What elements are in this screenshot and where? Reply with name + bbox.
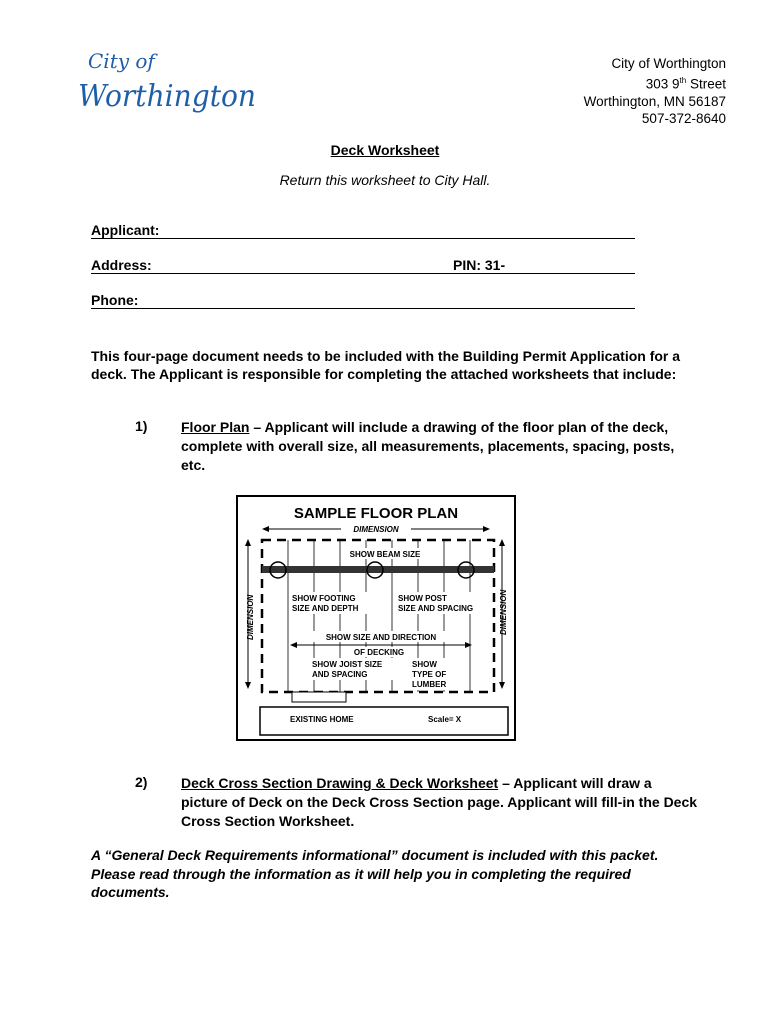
address-phone: 507-372-8640	[641, 110, 726, 126]
address-line[interactable]	[91, 273, 635, 274]
logo-city-of: City of	[88, 49, 155, 73]
plan-footing-label-1: SHOW FOOTING	[292, 594, 356, 603]
plan-dimension-top: DIMENSION	[353, 525, 399, 534]
applicant-line[interactable]	[91, 238, 635, 239]
plan-post-label-2: SIZE AND SPACING	[398, 604, 474, 613]
plan-home-label: EXISTING HOME	[290, 715, 354, 724]
plan-decking-label-2: OF DECKING	[353, 648, 405, 657]
item-1-text: Floor Plan – Applicant will include a drawing of the floor plan of the deck, complete with overall size, all measurements, placements, spacing, posts, etc.	[181, 419, 675, 473]
plan-scale-label: Scale= X	[428, 715, 462, 724]
page-subtitle: Return this worksheet to City Hall.	[279, 172, 491, 188]
plan-lumber-label-1: SHOW	[412, 660, 437, 669]
address-block	[584, 55, 726, 127]
logo-worthington: Worthington	[78, 79, 256, 114]
address-city: Worthington, MN 56187	[583, 93, 726, 109]
pin-label: PIN: 31-	[453, 257, 506, 273]
address-street: 303 9th Street	[645, 76, 726, 92]
plan-footing-label-2: SIZE AND DEPTH	[292, 604, 359, 613]
plan-beam-label: SHOW BEAM SIZE	[349, 550, 421, 559]
plan-dimension-left: DIMENSION	[246, 594, 255, 640]
plan-decking-label-1: SHOW SIZE AND DIRECTION	[325, 633, 437, 642]
item-1-number: 1)	[135, 418, 148, 434]
plan-post-label-1: SHOW POST	[398, 594, 447, 603]
plan-title: SAMPLE FLOOR PLAN	[293, 505, 459, 522]
city-of-worthington-logo	[78, 44, 258, 134]
page-title: Deck Worksheet	[330, 142, 440, 158]
address-name: City of Worthington	[611, 56, 726, 71]
item-2-number: 2)	[135, 774, 148, 790]
plan-lumber-label-2: TYPE OF	[412, 670, 447, 679]
address-label: Address:	[91, 257, 152, 273]
sample-floor-plan-figure	[236, 495, 516, 741]
plan-dimension-right: DIMENSION	[499, 589, 508, 635]
intro-paragraph: This four-page document needs to be included with the Building Permit Application for a deck. The Applicant is responsible for completing the attached worksheets that include:	[91, 348, 681, 382]
item-2-text: Deck Cross Section Drawing & Deck Worksheet – Applicant will draw a picture of Deck on the Deck Cross Section page. Applicant will fill-in the Deck Cross Section Worksheet.	[181, 775, 698, 829]
phone-line[interactable]	[91, 308, 635, 309]
plan-joist-label-2: AND SPACING	[312, 670, 368, 679]
plan-joist-label-1: SHOW JOIST SIZE	[312, 660, 383, 669]
plan-lumber-label-3: LUMBER	[412, 680, 447, 689]
phone-label: Phone:	[91, 292, 139, 308]
general-requirements-note: A “General Deck Requirements informational” document is included with this packet. Please read through the information as it will help you in completing the required documents.	[91, 847, 659, 900]
applicant-label: Applicant:	[91, 222, 160, 238]
